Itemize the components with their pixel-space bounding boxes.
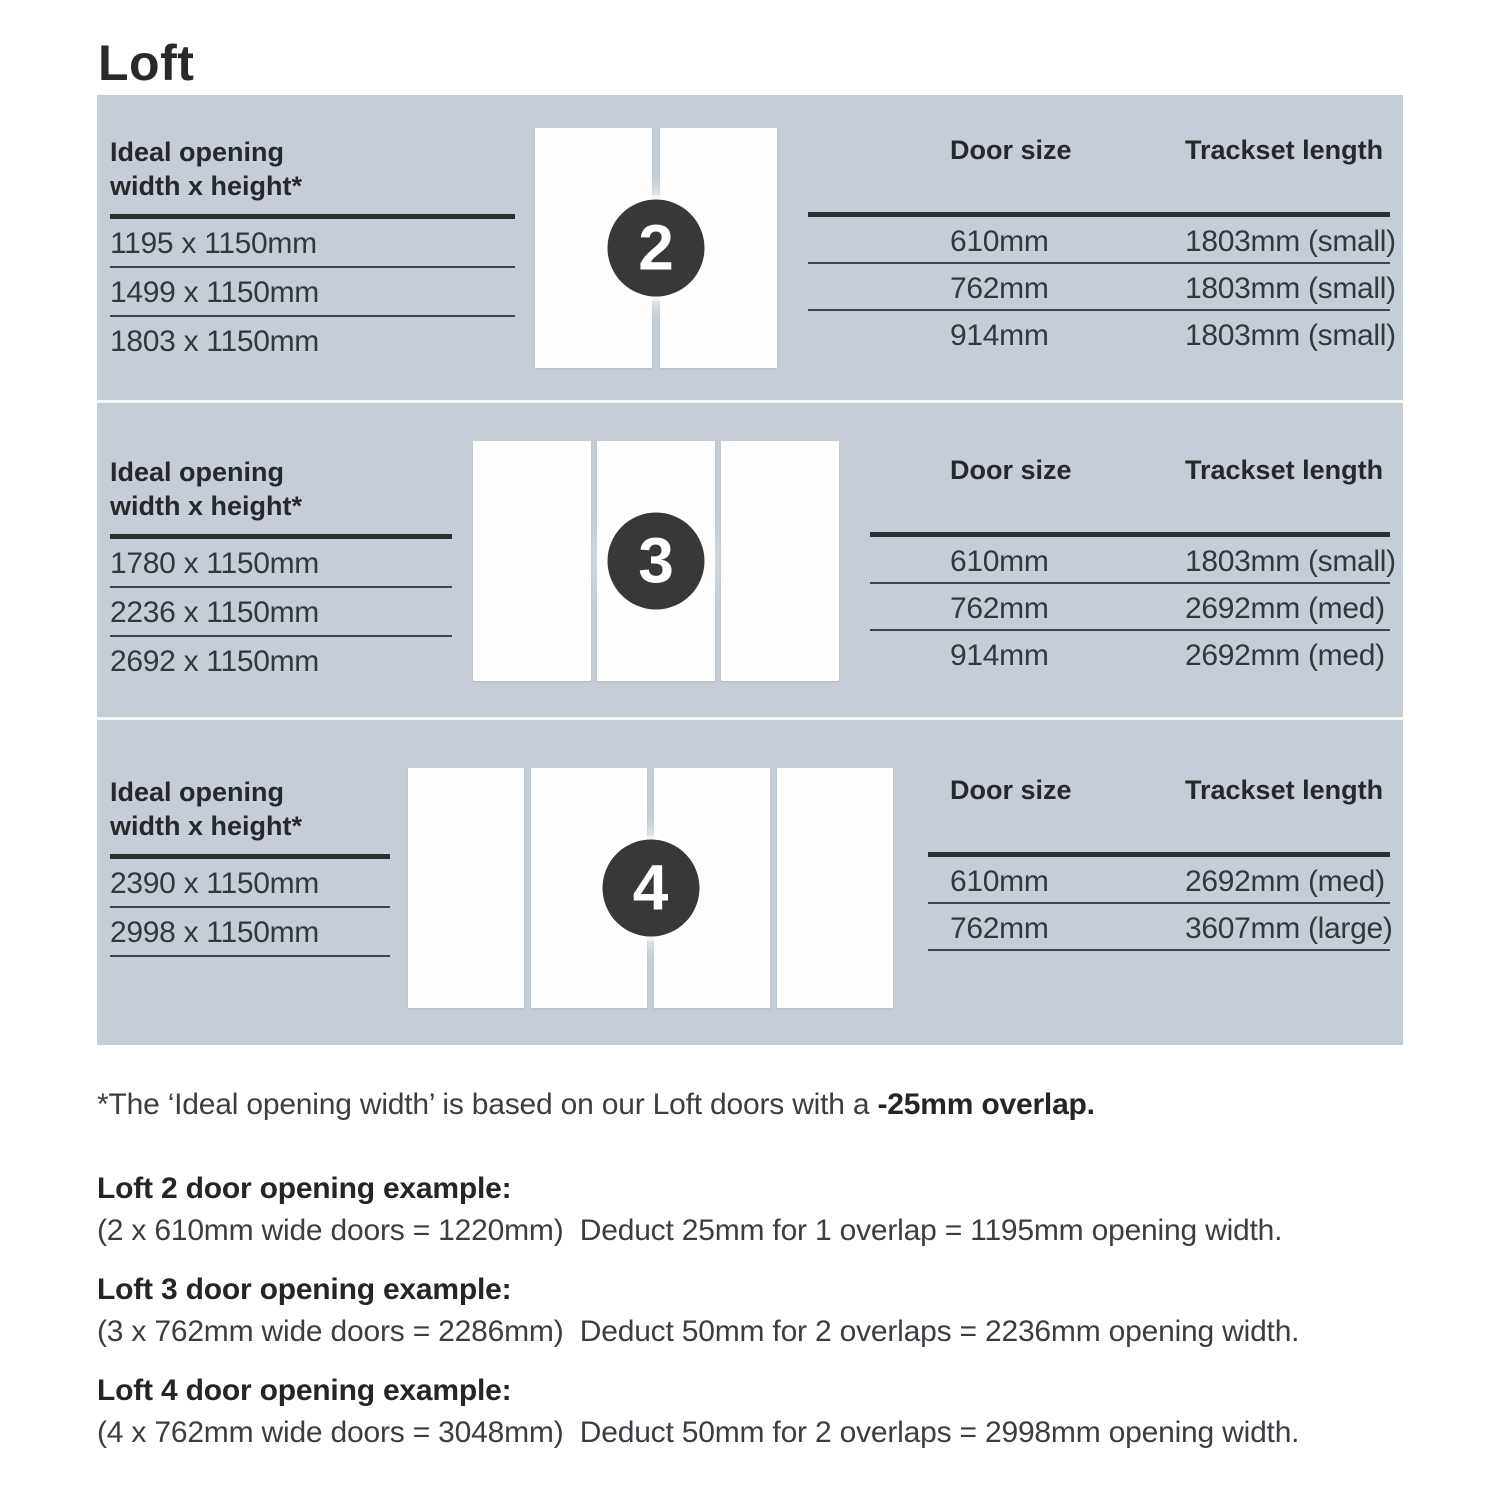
door-size-column-header: Door size [950,455,1072,485]
page-title: Loft [98,35,195,91]
door-size-cell: 610mm [950,545,1049,578]
trackset-table-header [808,775,1390,809]
section-4-door [97,717,1403,1048]
footnote-bold: -25mm overlap. [877,1088,1095,1121]
example-body: (4 x 762mm wide doors = 3048mm) Deduct 50mm for 2 overlaps = 2998mm opening width. [97,1416,1300,1449]
trackset-length-cell: 3607mm (large) [1185,912,1393,945]
opening-row: 2236 x 1150mm [110,588,452,637]
table-row [808,584,1390,631]
table-row [808,311,1396,358]
opening-row: 2390 x 1150mm [110,859,390,908]
trackset-table-header [808,455,1390,489]
example-body: (3 x 762mm wide doors = 2286mm) Deduct 50mm for 2 overlaps = 2236mm opening width. [97,1315,1300,1348]
table-row [808,217,1396,264]
section-2-door [97,95,1403,400]
opening-size-table-3-door [110,455,452,684]
opening-header-line1: Ideal opening [110,137,285,167]
door-panel [408,768,524,1008]
opening-header-line1: Ideal opening [110,777,285,807]
door-panel [473,441,591,681]
door-size-column-header: Door size [950,135,1072,165]
example-2-door [97,1168,1299,1252]
trackset-length-cell: 2692mm (med) [1185,592,1385,625]
door-size-cell: 914mm [950,319,1049,352]
trackset-length-column-header: Trackset length [1185,135,1384,165]
table-row [808,857,1390,904]
door-size-cell: 610mm [950,225,1049,258]
opening-row: 1195 x 1150mm [110,219,515,268]
trackset-length-cell: 2692mm (med) [1185,639,1385,672]
example-heading: Loft 3 door opening example: [97,1273,512,1306]
example-3-door [97,1269,1299,1353]
example-heading: Loft 4 door opening example: [97,1374,512,1407]
trackset-table-2-door [808,135,1396,358]
section-3-door [97,400,1403,720]
door-size-cell: 762mm [950,912,1049,945]
opening-table-header [110,775,390,843]
table-row [808,631,1390,678]
loft-size-chart-panel [97,95,1403,1045]
door-size-cell: 762mm [950,592,1049,625]
opening-row: 1499 x 1150mm [110,268,515,317]
door-size-column-header: Door size [950,775,1072,805]
table-row [808,537,1396,584]
example-4-door [97,1370,1299,1454]
opening-header-line2: width x height* [110,811,302,841]
door-size-cell: 914mm [950,639,1049,672]
example-body: (2 x 610mm wide doors = 1220mm) Deduct 25mm for 1 overlap = 1195mm opening width. [97,1214,1283,1247]
door-diagram-2 [535,128,777,368]
table-row [808,264,1396,311]
footnote-text: *The ‘Ideal opening width’ is based on our Loft doors with a [97,1088,878,1121]
footnote [97,1088,1095,1122]
opening-header-line1: Ideal opening [110,457,285,487]
trackset-table-4-door [808,775,1393,951]
table-row [808,904,1393,951]
door-count-badge: 4 [602,840,699,937]
opening-table-header [110,135,515,203]
door-size-cell: 762mm [950,272,1049,305]
trackset-length-cell: 1803mm (small) [1185,272,1396,305]
trackset-length-column-header: Trackset length [1185,455,1384,485]
trackset-length-cell: 1803mm (small) [1185,225,1396,258]
example-heading: Loft 2 door opening example: [97,1172,512,1205]
door-diagram-3 [473,441,839,681]
opening-table-header [110,455,452,523]
opening-row: 1780 x 1150mm [110,539,452,588]
trackset-table-3-door [808,455,1396,678]
door-count-badge: 3 [608,513,705,610]
opening-size-table-2-door [110,135,515,364]
opening-examples [97,1168,1299,1471]
opening-row: 1803 x 1150mm [110,325,320,358]
opening-row: 2998 x 1150mm [110,908,390,957]
opening-size-table-4-door [110,775,390,957]
trackset-length-cell: 1803mm (small) [1185,319,1396,352]
trackset-length-column-header: Trackset length [1185,775,1384,805]
trackset-length-cell: 2692mm (med) [1185,865,1385,898]
trackset-table-header [808,135,1390,169]
door-size-cell: 610mm [950,865,1049,898]
opening-header-line2: width x height* [110,491,302,521]
door-count-badge: 2 [608,200,705,297]
opening-header-line2: width x height* [110,171,302,201]
trackset-length-cell: 1803mm (small) [1185,545,1396,578]
opening-row: 2692 x 1150mm [110,645,320,678]
